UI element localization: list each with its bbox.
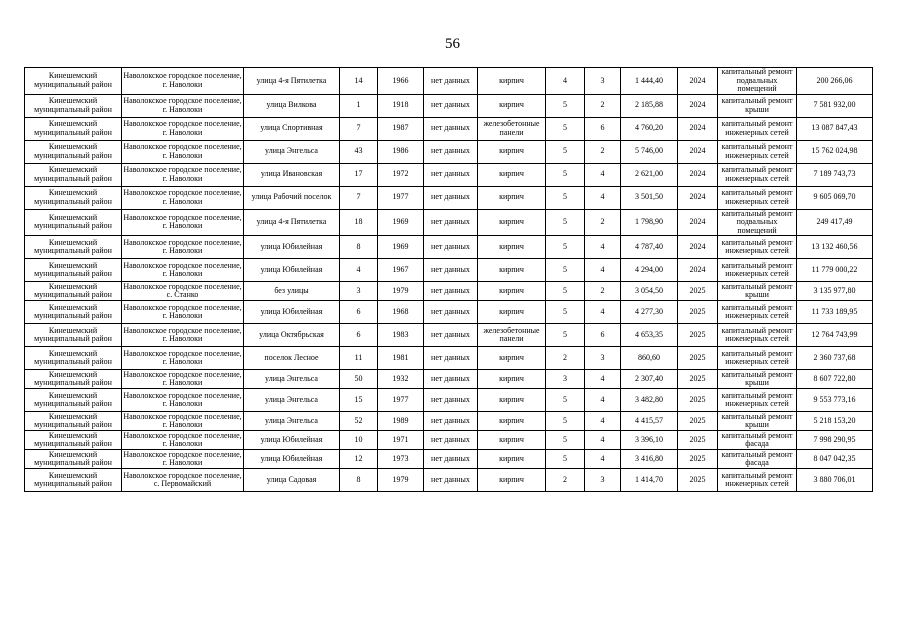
build-year-cell: 1971: [378, 431, 424, 450]
area-cell: 4 277,30: [621, 301, 678, 324]
series-cell: нет данных: [424, 301, 478, 324]
build-year-cell: 1968: [378, 301, 424, 324]
street-cell: улица Юбилейная: [244, 450, 340, 469]
entrances-cell: 2: [585, 140, 621, 163]
floors-cell: 4: [546, 68, 585, 95]
plan-year-cell: 2024: [678, 140, 718, 163]
street-cell: улица Юбилейная: [244, 301, 340, 324]
area-cell: 3 054,50: [621, 282, 678, 301]
settlement-cell: Наволокское городское поселение, г. Наволоки: [122, 68, 244, 95]
settlement-cell: Наволокское городское поселение, г. Наволоки: [122, 259, 244, 282]
floors-cell: 5: [546, 163, 585, 186]
wall-material-cell: кирпич: [478, 450, 546, 469]
street-cell: улица Вилкова: [244, 94, 340, 117]
plan-year-cell: 2024: [678, 163, 718, 186]
plan-year-cell: 2024: [678, 209, 718, 236]
street-cell: улица Октябрьская: [244, 324, 340, 347]
area-cell: 4 653,35: [621, 324, 678, 347]
wall-material-cell: кирпич: [478, 301, 546, 324]
build-year-cell: 1979: [378, 282, 424, 301]
street-cell: улица 4-я Пятилетка: [244, 68, 340, 95]
wall-material-cell: кирпич: [478, 186, 546, 209]
house-number-cell: 3: [340, 282, 378, 301]
wall-material-cell: кирпич: [478, 412, 546, 431]
series-cell: нет данных: [424, 186, 478, 209]
floors-cell: 5: [546, 117, 585, 140]
wall-material-cell: кирпич: [478, 68, 546, 95]
house-number-cell: 14: [340, 68, 378, 95]
floors-cell: 5: [546, 209, 585, 236]
series-cell: нет данных: [424, 412, 478, 431]
floors-cell: 5: [546, 450, 585, 469]
floors-cell: 3: [546, 370, 585, 389]
wall-material-cell: кирпич: [478, 140, 546, 163]
house-number-cell: 50: [340, 370, 378, 389]
settlement-cell: Наволокское городское поселение, г. Наволоки: [122, 186, 244, 209]
house-number-cell: 8: [340, 236, 378, 259]
work-type-cell: капитальный ремонт инженерных сетей: [718, 389, 797, 412]
table-row: [25, 209, 873, 236]
wall-material-cell: кирпич: [478, 209, 546, 236]
entrances-cell: 4: [585, 450, 621, 469]
house-number-cell: 7: [340, 186, 378, 209]
plan-year-cell: 2025: [678, 412, 718, 431]
house-number-cell: 52: [340, 412, 378, 431]
work-type-cell: капитальный ремонт инженерных сетей: [718, 140, 797, 163]
cost-cell: 9 553 773,16: [797, 389, 873, 412]
district-cell: Кинешемский муниципальный район: [25, 324, 122, 347]
street-cell: улица Юбилейная: [244, 431, 340, 450]
area-cell: 4 415,57: [621, 412, 678, 431]
series-cell: нет данных: [424, 236, 478, 259]
work-type-cell: капитальный ремонт инженерных сетей: [718, 117, 797, 140]
house-number-cell: 7: [340, 117, 378, 140]
table-row: [25, 389, 873, 412]
table-row: [25, 370, 873, 389]
wall-material-cell: кирпич: [478, 94, 546, 117]
series-cell: нет данных: [424, 347, 478, 370]
street-cell: без улицы: [244, 282, 340, 301]
settlement-cell: Наволокское городское поселение, г. Наволоки: [122, 94, 244, 117]
cost-cell: 11 733 189,95: [797, 301, 873, 324]
plan-year-cell: 2025: [678, 469, 718, 492]
settlement-cell: Наволокское городское поселение, г. Наволоки: [122, 117, 244, 140]
district-cell: Кинешемский муниципальный район: [25, 140, 122, 163]
district-cell: Кинешемский муниципальный район: [25, 163, 122, 186]
settlement-cell: Наволокское городское поселение, с. Станко: [123, 281, 242, 299]
plan-year-cell: 2024: [678, 186, 718, 209]
district-cell: Кинешемский муниципальный район: [25, 117, 122, 140]
settlement-cell: Наволокское городское поселение, г. Наволоки: [122, 347, 244, 370]
district-cell: Кинешемский муниципальный район: [25, 301, 122, 324]
build-year-cell: 1973: [378, 450, 424, 469]
work-type-cell: капитальный ремонт крыши: [718, 370, 797, 389]
area-cell: 4 294,00: [621, 259, 678, 282]
entrances-cell: 4: [585, 259, 621, 282]
cost-cell: 7 998 290,95: [797, 431, 873, 450]
plan-year-cell: 2025: [678, 324, 718, 347]
street-cell: улица Рабочий поселок: [244, 186, 340, 209]
floors-cell: 2: [546, 469, 585, 492]
house-number-cell: 18: [340, 209, 378, 236]
build-year-cell: 1932: [378, 370, 424, 389]
series-cell: нет данных: [424, 469, 478, 492]
floors-cell: 5: [546, 140, 585, 163]
series-cell: нет данных: [424, 94, 478, 117]
entrances-cell: 3: [585, 68, 621, 95]
plan-year-cell: 2024: [678, 259, 718, 282]
build-year-cell: 1989: [378, 412, 424, 431]
table-row: [25, 301, 873, 324]
area-cell: 3 396,10: [621, 431, 678, 450]
street-cell: улица Энгельса: [244, 412, 340, 431]
plan-year-cell: 2025: [678, 347, 718, 370]
settlement-cell: Наволокское городское поселение, г. Наволоки: [123, 430, 242, 448]
entrances-cell: 2: [585, 282, 621, 301]
street-cell: улица 4-я Пятилетка: [244, 209, 340, 236]
work-type-cell: капитальный ремонт фасада: [718, 450, 797, 469]
area-cell: 2 185,88: [621, 94, 678, 117]
work-type-cell: капитальный ремонт инженерных сетей: [718, 469, 797, 492]
entrances-cell: 2: [585, 209, 621, 236]
area-cell: 5 746,00: [621, 140, 678, 163]
house-number-cell: 11: [340, 347, 378, 370]
series-cell: нет данных: [424, 140, 478, 163]
settlement-cell: Наволокское городское поселение, г. Наволоки: [122, 163, 244, 186]
area-cell: 2 307,40: [621, 370, 678, 389]
district-cell: Кинешемский муниципальный район: [25, 186, 122, 209]
work-type-cell: капитальный ремонт инженерных сетей: [718, 301, 797, 324]
plan-year-cell: 2025: [678, 370, 718, 389]
house-number-cell: 10: [340, 431, 378, 450]
wall-material-cell: железобетонные панели: [478, 324, 546, 347]
wall-material-cell: железобетонные панели: [478, 117, 546, 140]
district-cell: Кинешемский муниципальный район: [25, 389, 122, 412]
build-year-cell: 1986: [378, 140, 424, 163]
entrances-cell: 4: [585, 186, 621, 209]
table-row: [25, 163, 873, 186]
plan-year-cell: 2024: [678, 94, 718, 117]
table-row: [25, 68, 873, 95]
area-cell: 3 501,50: [621, 186, 678, 209]
table-row: [25, 259, 873, 282]
settlement-cell: Наволокское городское поселение, г. Наволоки: [122, 389, 244, 412]
table-row: [25, 347, 873, 370]
work-type-cell: капитальный ремонт крыши: [718, 94, 797, 117]
street-cell: поселок Лесное: [244, 347, 340, 370]
district-cell: Кинешемский муниципальный район: [25, 412, 122, 431]
street-cell: улица Ивановская: [244, 163, 340, 186]
plan-year-cell: 2025: [678, 282, 718, 301]
plan-year-cell: 2025: [678, 450, 718, 469]
entrances-cell: 2: [585, 94, 621, 117]
series-cell: нет данных: [424, 163, 478, 186]
build-year-cell: 1967: [378, 259, 424, 282]
wall-material-cell: кирпич: [478, 370, 546, 389]
build-year-cell: 1981: [378, 347, 424, 370]
area-cell: 1 414,70: [621, 469, 678, 492]
plan-year-cell: 2025: [678, 389, 718, 412]
build-year-cell: 1977: [378, 389, 424, 412]
entrances-cell: 4: [585, 163, 621, 186]
house-number-cell: 6: [340, 301, 378, 324]
plan-year-cell: 2024: [678, 117, 718, 140]
wall-material-cell: кирпич: [478, 259, 546, 282]
work-type-cell: капитальный ремонт инженерных сетей: [718, 259, 797, 282]
work-type-cell: капитальный ремонт инженерных сетей: [718, 324, 797, 347]
district-cell: Кинешемский муниципальный район: [25, 469, 122, 492]
area-cell: 4 760,20: [621, 117, 678, 140]
table-row: [25, 450, 873, 469]
build-year-cell: 1977: [378, 186, 424, 209]
page-number: 56: [445, 36, 460, 52]
district-cell: Кинешемский муниципальный район: [25, 450, 122, 469]
entrances-cell: 4: [585, 301, 621, 324]
entrances-cell: 4: [585, 389, 621, 412]
house-number-cell: 12: [340, 450, 378, 469]
house-number-cell: 15: [340, 389, 378, 412]
district-cell: Кинешемский муниципальный район: [25, 94, 122, 117]
table-row: [25, 324, 873, 347]
floors-cell: 5: [546, 259, 585, 282]
build-year-cell: 1918: [378, 94, 424, 117]
district-cell: Кинешемский муниципальный район: [25, 236, 122, 259]
cost-cell: 5 218 153,20: [797, 412, 873, 431]
work-type-cell: капитальный ремонт подвальных помещений: [718, 209, 797, 236]
area-cell: 3 416,80: [621, 450, 678, 469]
cost-cell: 15 762 024,98: [797, 140, 873, 163]
house-number-cell: 6: [340, 324, 378, 347]
house-number-cell: 43: [340, 140, 378, 163]
street-cell: улица Энгельса: [244, 140, 340, 163]
entrances-cell: 3: [585, 347, 621, 370]
cost-cell: 3 135 977,80: [797, 282, 873, 301]
build-year-cell: 1969: [378, 236, 424, 259]
series-cell: нет данных: [424, 117, 478, 140]
table-row: [25, 94, 873, 117]
entrances-cell: 4: [585, 431, 621, 450]
table-row: [25, 236, 873, 259]
plan-year-cell: 2025: [678, 431, 718, 450]
entrances-cell: 4: [585, 412, 621, 431]
table-row: [25, 186, 873, 209]
repair-program-table: [24, 67, 873, 492]
cost-cell: 2 360 737,68: [797, 347, 873, 370]
house-number-cell: 1: [340, 94, 378, 117]
table-row: [25, 140, 873, 163]
table-row: [25, 469, 873, 492]
work-type-cell: капитальный ремонт инженерных сетей: [718, 163, 797, 186]
settlement-cell: Наволокское городское поселение, г. Наволоки: [122, 140, 244, 163]
area-cell: 860,60: [621, 347, 678, 370]
cost-cell: 13 087 847,43: [797, 117, 873, 140]
build-year-cell: 1987: [378, 117, 424, 140]
wall-material-cell: кирпич: [478, 282, 546, 301]
cost-cell: 7 189 743,73: [797, 163, 873, 186]
series-cell: нет данных: [424, 259, 478, 282]
plan-year-cell: 2024: [678, 236, 718, 259]
build-year-cell: 1969: [378, 209, 424, 236]
entrances-cell: 4: [585, 370, 621, 389]
floors-cell: 2: [546, 347, 585, 370]
settlement-cell: Наволокское городское поселение, г. Наволоки: [122, 324, 244, 347]
settlement-cell: Наволокское городское поселение, с. Первомайский: [122, 469, 244, 492]
street-cell: улица Садовая: [244, 469, 340, 492]
cost-cell: 13 132 460,56: [797, 236, 873, 259]
settlement-cell: Наволокское городское поселение, г. Наволоки: [123, 411, 242, 429]
work-type-cell: капитальный ремонт инженерных сетей: [718, 186, 797, 209]
house-number-cell: 4: [340, 259, 378, 282]
entrances-cell: 4: [585, 236, 621, 259]
series-cell: нет данных: [424, 389, 478, 412]
street-cell: улица Энгельса: [244, 389, 340, 412]
cost-cell: 9 605 069,70: [797, 186, 873, 209]
street-cell: улица Юбилейная: [244, 259, 340, 282]
floors-cell: 5: [546, 389, 585, 412]
district-cell: Кинешемский муниципальный район: [25, 68, 122, 95]
area-cell: 1 444,40: [621, 68, 678, 95]
cost-cell: 200 266,06: [797, 68, 873, 95]
cost-cell: 8 047 042,35: [797, 450, 873, 469]
house-number-cell: 17: [340, 163, 378, 186]
area-cell: 4 787,40: [621, 236, 678, 259]
table-row: [25, 431, 873, 450]
floors-cell: 5: [546, 412, 585, 431]
area-cell: 2 621,00: [621, 163, 678, 186]
table-body: [25, 68, 873, 492]
district-cell: Кинешемский муниципальный район: [25, 431, 122, 450]
build-year-cell: 1966: [378, 68, 424, 95]
series-cell: нет данных: [424, 370, 478, 389]
build-year-cell: 1972: [378, 163, 424, 186]
settlement-cell: Наволокское городское поселение, г. Наволоки: [122, 236, 244, 259]
build-year-cell: 1983: [378, 324, 424, 347]
cost-cell: 3 880 706,01: [797, 469, 873, 492]
table-row: [25, 282, 873, 301]
district-cell: Кинешемский муниципальный район: [25, 347, 122, 370]
work-type-cell: капитальный ремонт инженерных сетей: [718, 236, 797, 259]
settlement-cell: Наволокское городское поселение, г. Наволоки: [123, 369, 242, 387]
series-cell: нет данных: [424, 68, 478, 95]
area-cell: 1 798,90: [621, 209, 678, 236]
house-number-cell: 8: [340, 469, 378, 492]
district-cell: Кинешемский муниципальный район: [25, 370, 122, 389]
work-type-cell: капитальный ремонт крыши: [718, 412, 797, 431]
district-cell: Кинешемский муниципальный район: [25, 282, 122, 301]
floors-cell: 5: [546, 94, 585, 117]
cost-cell: 12 764 743,99: [797, 324, 873, 347]
street-cell: улица Юбилейная: [244, 236, 340, 259]
wall-material-cell: кирпич: [478, 236, 546, 259]
street-cell: улица Энгельса: [244, 370, 340, 389]
wall-material-cell: кирпич: [478, 389, 546, 412]
area-cell: 3 482,80: [621, 389, 678, 412]
series-cell: нет данных: [424, 209, 478, 236]
floors-cell: 5: [546, 301, 585, 324]
floors-cell: 5: [546, 431, 585, 450]
cost-cell: 8 607 722,80: [797, 370, 873, 389]
entrances-cell: 3: [585, 469, 621, 492]
settlement-cell: Наволокское городское поселение, г. Наволоки: [123, 449, 242, 467]
wall-material-cell: кирпич: [478, 469, 546, 492]
floors-cell: 5: [546, 282, 585, 301]
table-row: [25, 412, 873, 431]
cost-cell: 7 581 932,00: [797, 94, 873, 117]
table-row: [25, 117, 873, 140]
build-year-cell: 1979: [378, 469, 424, 492]
work-type-cell: капитальный ремонт фасада: [718, 431, 797, 450]
series-cell: нет данных: [424, 282, 478, 301]
cost-cell: 249 417,49: [797, 209, 873, 236]
series-cell: нет данных: [424, 431, 478, 450]
work-type-cell: капитальный ремонт подвальных помещений: [718, 68, 797, 95]
street-cell: улица Спортивная: [244, 117, 340, 140]
entrances-cell: 6: [585, 324, 621, 347]
floors-cell: 5: [546, 236, 585, 259]
district-cell: Кинешемский муниципальный район: [25, 259, 122, 282]
work-type-cell: капитальный ремонт крыши: [718, 282, 797, 301]
plan-year-cell: 2024: [678, 68, 718, 95]
settlement-cell: Наволокское городское поселение, г. Наволоки: [122, 209, 244, 236]
wall-material-cell: кирпич: [478, 163, 546, 186]
wall-material-cell: кирпич: [478, 347, 546, 370]
floors-cell: 5: [546, 324, 585, 347]
entrances-cell: 6: [585, 117, 621, 140]
series-cell: нет данных: [424, 324, 478, 347]
wall-material-cell: кирпич: [478, 431, 546, 450]
cost-cell: 11 779 000,22: [797, 259, 873, 282]
district-cell: Кинешемский муниципальный район: [25, 209, 122, 236]
work-type-cell: капитальный ремонт инженерных сетей: [718, 347, 797, 370]
floors-cell: 5: [546, 186, 585, 209]
settlement-cell: Наволокское городское поселение, г. Наволоки: [122, 301, 244, 324]
series-cell: нет данных: [424, 450, 478, 469]
plan-year-cell: 2025: [678, 301, 718, 324]
